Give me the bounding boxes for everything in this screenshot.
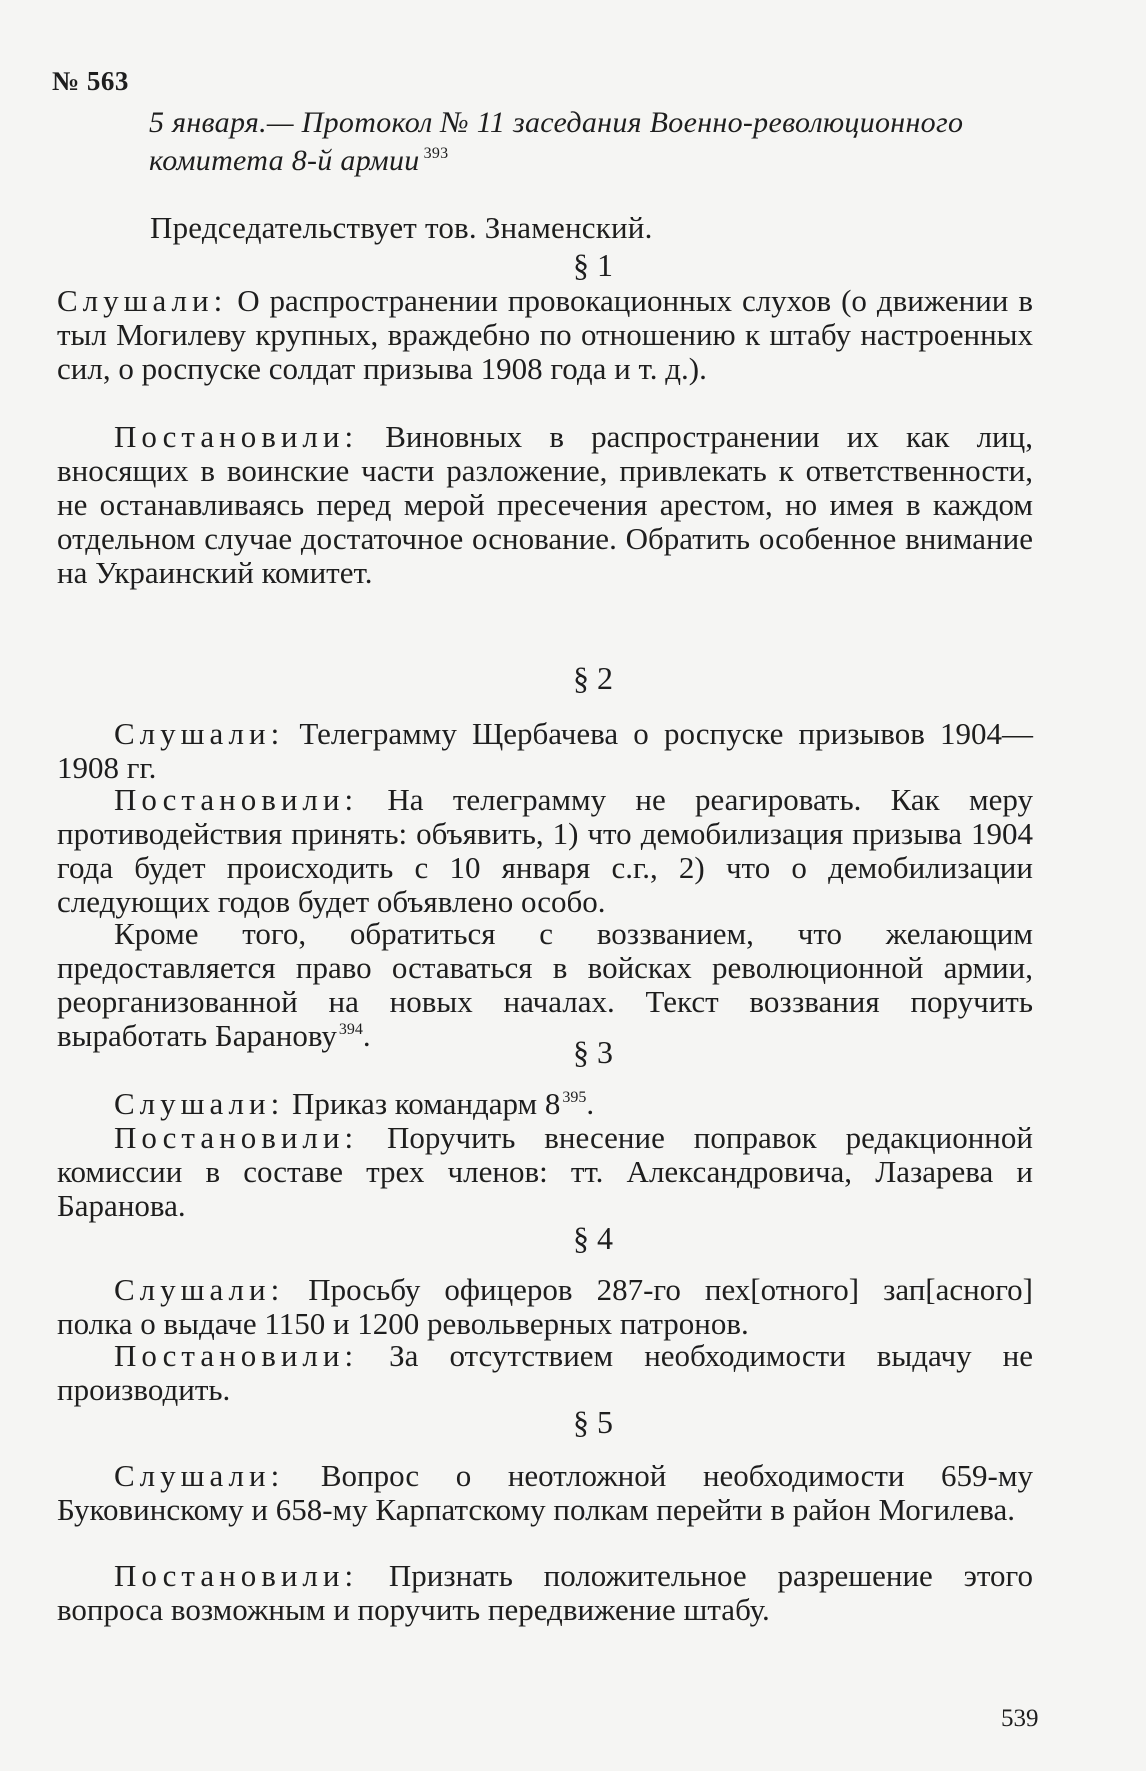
heard-end: . bbox=[586, 1086, 595, 1121]
heard-text: Приказ командарм 8 bbox=[284, 1086, 561, 1121]
section-1-heard bbox=[57, 284, 1033, 386]
resolved-label: Постановили: bbox=[114, 1558, 359, 1593]
resolved-text: Признать положительное разрешение этого вопроса возможным и поручить передвижение штабу. bbox=[57, 1558, 1033, 1627]
page-number: 539 bbox=[1001, 1705, 1039, 1732]
section-5-heard bbox=[57, 1459, 1033, 1527]
extra-end: . bbox=[362, 1018, 371, 1053]
extra-footnote: 394 bbox=[338, 1021, 363, 1038]
heard-text: Вопрос о неотложной необходимости 659-му Буковинскому и 658-му Карпатскому полкам перейти в район Могилева. bbox=[57, 1458, 1033, 1527]
resolved-label: Постановили: bbox=[114, 782, 359, 817]
resolved-text: Поручить внесение поправок редакционной комиссии в составе трех членов: тт. Александровича, Лазарева и Баранова. bbox=[57, 1120, 1033, 1223]
document-number: № 563 bbox=[52, 66, 129, 96]
section-5-resolved bbox=[57, 1559, 1033, 1627]
section-3-heard bbox=[57, 1087, 1033, 1121]
heading-text: 5 января.— Протокол № 11 заседания Военно-революционного комитета 8-й армии bbox=[149, 106, 964, 177]
heard-text: Телеграмму Щербачева о роспуске призывов 1904—1908 гг. bbox=[57, 716, 1033, 785]
heading-footnote: 393 bbox=[423, 145, 449, 162]
section-mark-3: § 3 bbox=[573, 1034, 613, 1070]
heard-label: Слушали: bbox=[114, 1086, 285, 1121]
section-mark-5: § 5 bbox=[573, 1404, 613, 1440]
document-heading bbox=[149, 104, 1029, 180]
resolved-text: На телеграмму не реагировать. Как меру противодействия принять: объявить, 1) что демобилизация призыва 1904 года будет происходить с 10 января с.г., 2) что о демобилизации следующих годов будет объявлено особо. bbox=[57, 782, 1033, 919]
section-2-heard bbox=[57, 717, 1033, 785]
section-2-resolved bbox=[57, 783, 1033, 919]
heard-label: Слушали: bbox=[57, 283, 228, 318]
section-mark-4: § 4 bbox=[573, 1220, 613, 1256]
heard-label: Слушали: bbox=[114, 716, 285, 751]
section-4-resolved bbox=[57, 1339, 1033, 1407]
heard-label: Слушали: bbox=[114, 1272, 285, 1307]
heard-label: Слушали: bbox=[114, 1458, 285, 1493]
heard-text: О распространении провокационных слухов (о движении в тыл Могилеву крупных, враждебно по отношению к штабу настроенных сил, о роспуске солдат призыва 1908 года и т. д.). bbox=[57, 283, 1033, 386]
section-mark-1: § 1 bbox=[573, 247, 613, 283]
resolved-label: Постановили: bbox=[114, 1120, 359, 1155]
resolved-label: Постановили: bbox=[114, 419, 359, 454]
heard-footnote: 395 bbox=[562, 1089, 587, 1106]
chairperson-line: Председательствует тов. Знаменский. bbox=[150, 210, 653, 245]
section-2-extra bbox=[57, 917, 1033, 1053]
resolved-label: Постановили: bbox=[114, 1338, 359, 1373]
section-1-resolved bbox=[57, 420, 1033, 590]
resolved-text: За отсутствием необходимости выдачу не производить. bbox=[57, 1338, 1033, 1407]
heard-text: Просьбу офицеров 287-го пех[отного] зап[асного] полка о выдаче 1150 и 1200 револьверных патронов. bbox=[57, 1272, 1033, 1341]
section-4-heard bbox=[57, 1273, 1033, 1341]
section-mark-2: § 2 bbox=[573, 660, 613, 696]
section-3-resolved bbox=[57, 1121, 1033, 1223]
extra-text: Кроме того, обратиться с воззванием, что желающим предоставляется право оставаться в войсках революционной армии, реорганизованной на новых началах. Текст воззвания поручить выработать Баранову bbox=[57, 916, 1033, 1053]
resolved-text: Виновных в распространении их как лиц, вносящих в воинские части разложение, привлекать к ответственности, не останавливаясь перед мерой пресечения арестом, но имея в каждом отдельном случае достаточное основание. Обратить особенное внимание на Украинский комитет. bbox=[57, 419, 1033, 590]
